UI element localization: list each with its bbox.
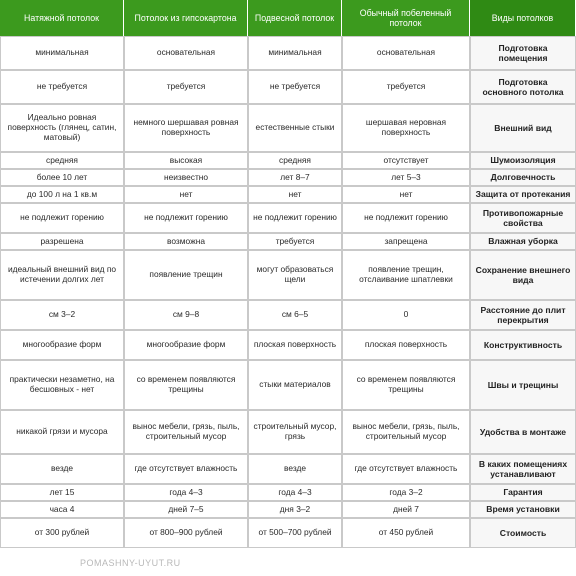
cell-feature: Внешний вид <box>470 104 576 152</box>
table-row <box>0 152 576 169</box>
cell-drywall: возможна <box>124 233 248 250</box>
cell-whitewashed: 0 <box>342 300 470 330</box>
table-row <box>0 501 576 518</box>
cell-drywall: от 800–900 рублей <box>124 518 248 548</box>
table-row <box>0 186 576 203</box>
cell-stretch: многообразие форм <box>0 330 124 360</box>
cell-feature: Противопожарные свойства <box>470 203 576 233</box>
cell-stretch: практически незаметно, на бесшовных - нет <box>0 360 124 410</box>
cell-drywall: многообразие форм <box>124 330 248 360</box>
cell-feature: Расстояние до плит перекрытия <box>470 300 576 330</box>
cell-suspended: минимальная <box>248 36 342 70</box>
table-row <box>0 70 576 104</box>
table-row <box>0 360 576 410</box>
cell-suspended: стыки материалов <box>248 360 342 410</box>
cell-whitewashed: шершавая неровная поверхность <box>342 104 470 152</box>
cell-feature: Влажная уборка <box>470 233 576 250</box>
cell-drywall: со временем появляются трещины <box>124 360 248 410</box>
cell-drywall: не подлежит горению <box>124 203 248 233</box>
cell-stretch: идеальный внешний вид по истечении долгих лет <box>0 250 124 300</box>
cell-whitewashed: 7 дней <box>342 501 470 518</box>
cell-feature: Подготовка помещения <box>470 36 576 70</box>
cell-feature: Сохранение внешнего вида <box>470 250 576 300</box>
cell-stretch: минимальная <box>0 36 124 70</box>
cell-feature: В каких помещениях устанавливают <box>470 454 576 484</box>
cell-drywall: основательная <box>124 36 248 70</box>
header-row <box>0 0 576 36</box>
cell-suspended: могут образоваться щели <box>248 250 342 300</box>
cell-whitewashed: нет <box>342 186 470 203</box>
header-drywall-ceiling: Потолок из гипсокартона <box>124 0 248 36</box>
table-body <box>0 36 576 548</box>
cell-drywall: неизвестно <box>124 169 248 186</box>
cell-stretch: никакой грязи и мусора <box>0 410 124 454</box>
cell-suspended: не подлежит горению <box>248 203 342 233</box>
cell-whitewashed: со временем появляются трещины <box>342 360 470 410</box>
cell-suspended: не требуется <box>248 70 342 104</box>
header-stretch-ceiling: Натяжной потолок <box>0 0 124 36</box>
cell-stretch: не требуется <box>0 70 124 104</box>
cell-suspended: требуется <box>248 233 342 250</box>
cell-whitewashed: основательная <box>342 36 470 70</box>
cell-suspended: везде <box>248 454 342 484</box>
cell-whitewashed: не подлежит горению <box>342 203 470 233</box>
table-row <box>0 454 576 484</box>
cell-stretch: 2–3 см <box>0 300 124 330</box>
cell-feature: Защита от протекания <box>470 186 576 203</box>
cell-stretch: более 10 лет <box>0 169 124 186</box>
cell-stretch: средняя <box>0 152 124 169</box>
table-row <box>0 484 576 501</box>
cell-suspended: плоская поверхность <box>248 330 342 360</box>
cell-stretch: до 100 л на 1 кв.м <box>0 186 124 203</box>
cell-feature: Стоимость <box>470 518 576 548</box>
cell-drywall: 5–7 дней <box>124 501 248 518</box>
table-row <box>0 250 576 300</box>
header-feature: Виды потолков <box>470 0 576 36</box>
cell-feature: Гарантия <box>470 484 576 501</box>
watermark: POMASHNY-UYUT.RU <box>80 558 181 568</box>
cell-whitewashed: требуется <box>342 70 470 104</box>
cell-whitewashed: плоская поверхность <box>342 330 470 360</box>
cell-whitewashed: вынос мебели, грязь, пыль, строительный мусор <box>342 410 470 454</box>
cell-stretch: Идеально ровная поверхность (глянец, сатин, матовый) <box>0 104 124 152</box>
cell-feature: Подготовка основного потолка <box>470 70 576 104</box>
table-row <box>0 330 576 360</box>
cell-drywall: вынос мебели, грязь, пыль, строительный мусор <box>124 410 248 454</box>
cell-drywall: появление трещин <box>124 250 248 300</box>
cell-suspended: 2–3 дня <box>248 501 342 518</box>
cell-feature: Шумоизоляция <box>470 152 576 169</box>
header-suspended-ceiling: Подвесной потолок <box>248 0 342 36</box>
cell-suspended: 7–8 лет <box>248 169 342 186</box>
cell-suspended: от 500–700 рублей <box>248 518 342 548</box>
cell-stretch: везде <box>0 454 124 484</box>
cell-feature: Швы и трещины <box>470 360 576 410</box>
cell-suspended: строительный мусор, грязь <box>248 410 342 454</box>
table-row <box>0 36 576 70</box>
cell-stretch: разрешена <box>0 233 124 250</box>
cell-suspended: 3–4 года <box>248 484 342 501</box>
cell-drywall: высокая <box>124 152 248 169</box>
cell-feature: Конструктивность <box>470 330 576 360</box>
cell-whitewashed: отсутствует <box>342 152 470 169</box>
cell-feature: Удобства в монтаже <box>470 410 576 454</box>
cell-feature: Время установки <box>470 501 576 518</box>
cell-suspended: нет <box>248 186 342 203</box>
table-row <box>0 104 576 152</box>
cell-drywall: немного шершавая ровная поверхность <box>124 104 248 152</box>
cell-drywall: где отсутствует влажность <box>124 454 248 484</box>
cell-suspended: средняя <box>248 152 342 169</box>
table-row <box>0 169 576 186</box>
header-whitewashed-ceiling: Обычный побеленный потолок <box>342 0 470 36</box>
cell-drywall: нет <box>124 186 248 203</box>
cell-whitewashed: появление трещин, отслаивание шпатлевки <box>342 250 470 300</box>
cell-whitewashed: 3–5 лет <box>342 169 470 186</box>
table-row <box>0 203 576 233</box>
table-row <box>0 410 576 454</box>
cell-whitewashed: запрещена <box>342 233 470 250</box>
cell-stretch: от 300 рублей <box>0 518 124 548</box>
cell-suspended: 5–6 см <box>248 300 342 330</box>
table-row <box>0 518 576 548</box>
cell-feature: Долговечность <box>470 169 576 186</box>
cell-whitewashed: от 450 рублей <box>342 518 470 548</box>
cell-whitewashed: 2–3 года <box>342 484 470 501</box>
table-row <box>0 300 576 330</box>
cell-drywall: 3–4 года <box>124 484 248 501</box>
cell-drywall: требуется <box>124 70 248 104</box>
cell-drywall: 8–9 см <box>124 300 248 330</box>
cell-stretch: 15 лет <box>0 484 124 501</box>
table-row <box>0 233 576 250</box>
cell-stretch: не подлежит горению <box>0 203 124 233</box>
cell-stretch: 4 часа <box>0 501 124 518</box>
cell-whitewashed: где отсутствует влажность <box>342 454 470 484</box>
cell-suspended: естественные стыки <box>248 104 342 152</box>
